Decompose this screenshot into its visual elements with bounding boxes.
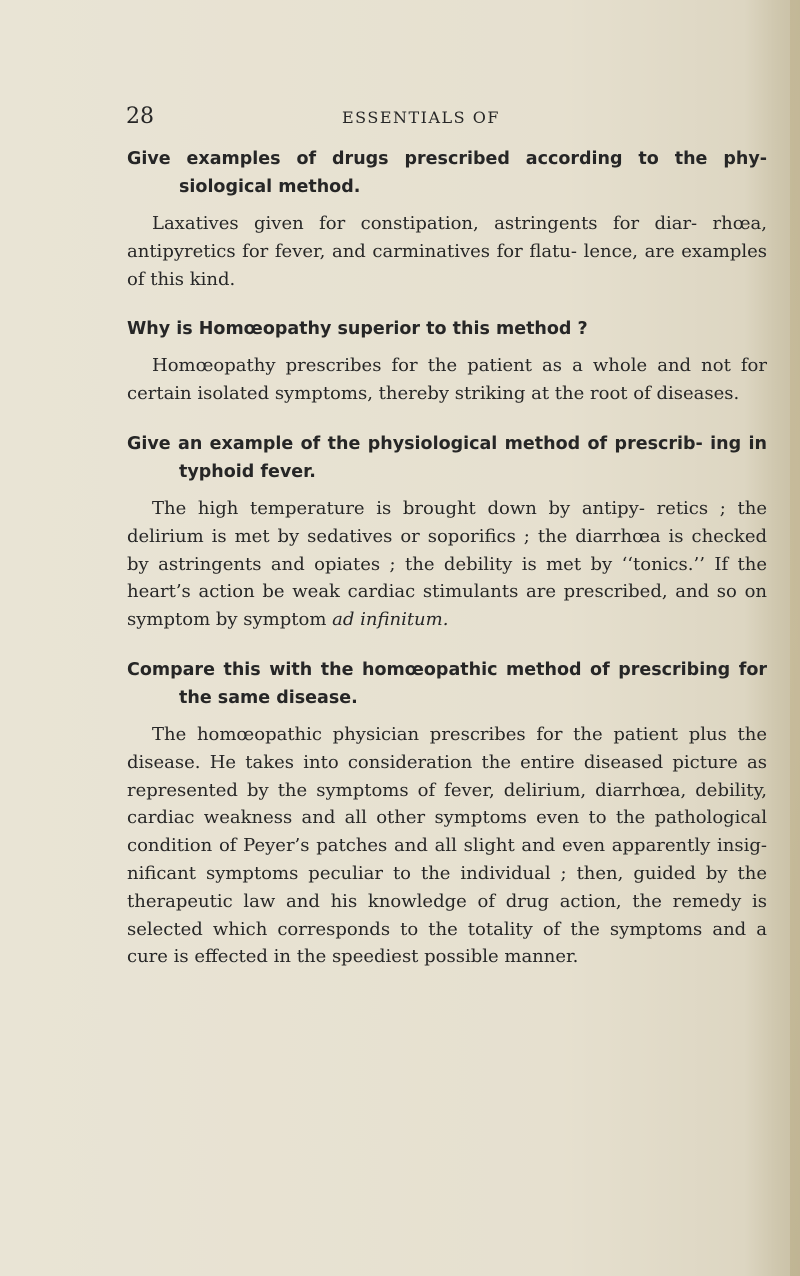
answer-3-text: The high temperature is brought down by antipy- retics ; the delirium is met by sedatives or soporifics ; the diarrhœa is checked by astringents and opiates ; the debility is met by ‘‘tonics.’’ If the heart’s action be weak cardiac stimulants are prescribed, and so on symptom by symptom xyxy=(127,497,767,631)
answer-3-italic: ad infinitum. xyxy=(332,609,449,631)
qa-block-3 xyxy=(127,430,767,634)
qa-block-4 xyxy=(127,656,767,971)
running-head-title: ESSENTIALS OF xyxy=(342,108,500,127)
page-edge xyxy=(790,0,800,1276)
answer-2: Homœopathy prescribes for the patient as a whole and not for certain isolated symptoms, thereby striking at the root of diseases. xyxy=(127,355,767,405)
page-number: 28 xyxy=(126,104,154,129)
page-text xyxy=(127,145,767,993)
qa-block-2 xyxy=(127,315,767,408)
running-head xyxy=(126,104,766,132)
answer-4: The homœopathic physician prescribes for the patient plus the disease. He takes into consideration the entire diseased picture as represented by the symptoms of fever, delirium, diarrhœa, debility, cardiac weakness and all other symptoms even to the pathological condition of Peyer’s patches and all slight and even apparently insig- nificant symptoms peculiar to the individual ; then, guided by the therapeutic law and his knowledge of drug action, the remedy is selected which corresponds to the totality of the symptoms and a cure is effected in the speediest possible manner. xyxy=(127,723,767,968)
question-2: Why is Homœopathy superior to this method ? xyxy=(127,319,588,340)
question-4: Compare this with the homœopathic method of prescribing for the same disease. xyxy=(127,659,767,708)
qa-block-1 xyxy=(127,145,767,293)
answer-1: Laxatives given for constipation, astringents for diar- rhœa, antipyretics for fever, and carminatives for flatu- lence, are examples of this kind. xyxy=(127,213,767,290)
answer-3 xyxy=(127,495,767,634)
question-1: Give examples of drugs prescribed according to the phy- siological method. xyxy=(127,149,767,197)
question-3: Give an example of the physiological method of prescrib- ing in typhoid fever. xyxy=(127,433,767,482)
